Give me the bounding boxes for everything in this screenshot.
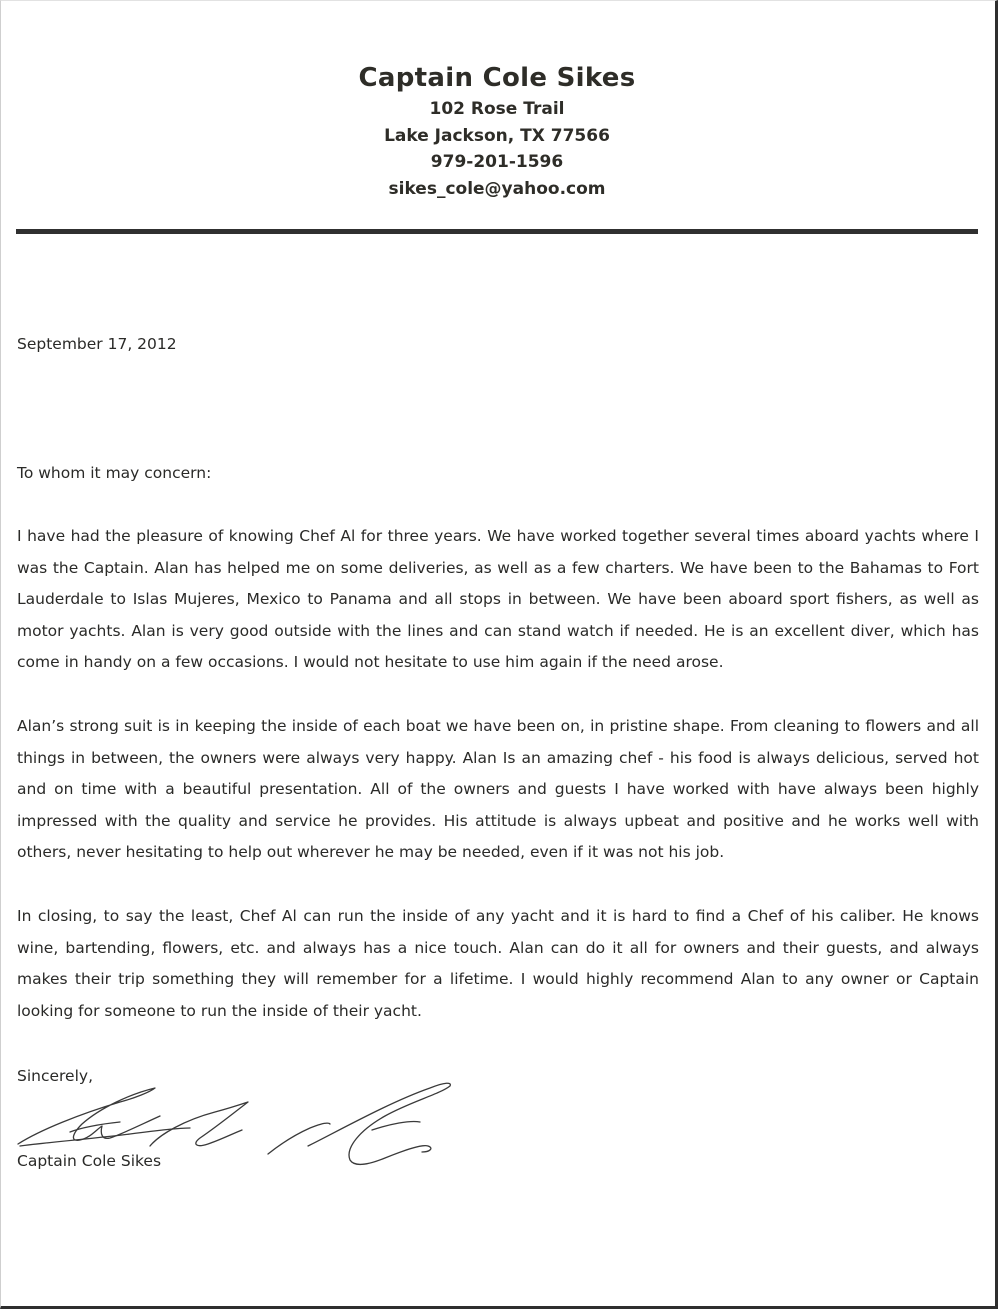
body-paragraph-3: In closing, to say the least, Chef Al can run the inside of any yacht and it is hard to find a Chef of his caliber. He knows wine, bartending, flowers, etc. and always has a nice touch. Alan can do it all for owners and their guests, and always makes their trip something they will remember for a lifetime. I would highly recommend Alan to any owner or Captain looking for someone to run the inside of their yacht.	[17, 907, 979, 1020]
closing: Sincerely,	[17, 1067, 94, 1085]
signer-name: Captain Cole Sikes	[17, 1152, 162, 1170]
sender-street: 102 Rose Trail	[429, 99, 565, 119]
sender-city-state-zip: Lake Jackson, TX 77566	[384, 125, 610, 146]
body-paragraph-2: Alan’s strong suit is in keeping the inside of each boat we have been on, in pristine shape. From cleaning to flowers and all things in between, the owners were always very happy. Alan Is an amazing chef - his food is always delicious, served hot and on time with a beautiful presentation. All of the owners and guests I have worked with have always been highly impressed with the quality and service he provides. His attitude is always upbeat and positive and he works well with others, never hesitating to help out wherever he may be needed, even if it was not his job.	[17, 717, 979, 862]
body-paragraph-1: I have had the pleasure of knowing Chef Al for three years. We have worked together several times aboard yachts where I was the Captain. Alan has helped me on some deliveries, as well as a few charters. We have been to the Bahamas to Fort Lauderdale to Islas Mujeres, Mexico to Panama and all stops in between. We have been aboard sport fishers, as well as motor yachts. Alan is very good outside with the lines and can stand watch if needed. He is an excellent diver, which has come in handy on a few occasions. I would not hesitate to use him again if the need arose.	[17, 527, 979, 672]
sender-name: Captain Cole Sikes	[358, 63, 636, 93]
sender-email: sikes_cole@yahoo.com	[388, 178, 606, 199]
sender-phone: 979-201-1596	[430, 152, 564, 172]
letterhead-divider	[16, 229, 978, 234]
letterhead	[0, 60, 994, 202]
salutation: To whom it may concern:	[17, 464, 212, 482]
letter-date: September 17, 2012	[17, 335, 177, 353]
